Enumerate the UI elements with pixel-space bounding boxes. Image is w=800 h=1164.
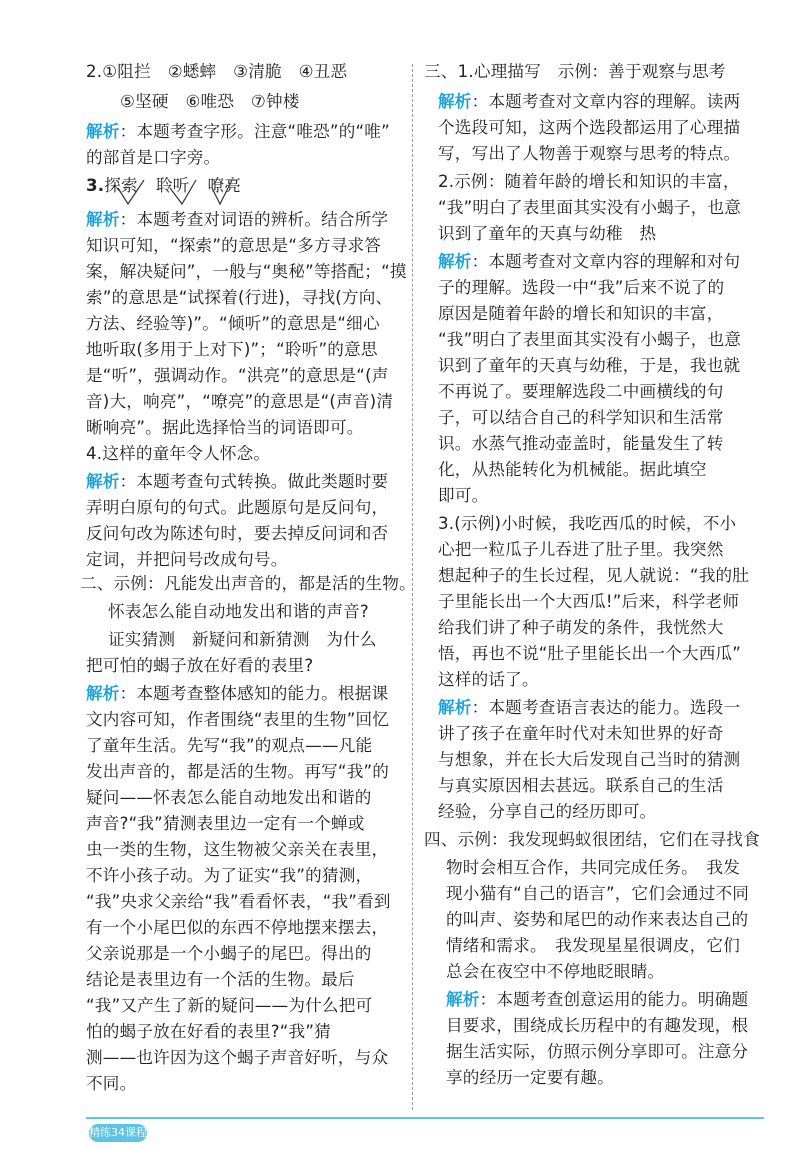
- answer-3-2-line: 识到了童年的天真与幼稚 热: [438, 224, 657, 243]
- answer-3-3-line: 给我们讲了种子萌发的条件，我恍然大: [438, 618, 724, 637]
- answer-3-3-line: 子里能长出一个大西瓜!”后来，科学老师: [438, 592, 740, 611]
- answer-3-3-line: 这样的话了。: [438, 670, 539, 689]
- explanation-3-3-line: 经验，分享自己的经历即可。: [438, 802, 657, 821]
- explanation-3-2-line: 识。水蒸气推动壶盖时，能量发生了转: [438, 434, 724, 453]
- section-3-answer-1: 三、1.心理描写 示例：善于观察与思考: [424, 62, 726, 81]
- explanation-3-line: 地听取(多用于上对下)”；“聆听”的意思: [86, 340, 378, 359]
- section-2-answer-line: 把可怕的蝎子放在好看的表里?: [86, 656, 314, 675]
- explanation-s2-line: 怕的蝎子放在好看的表里?“我”猜: [86, 1022, 331, 1041]
- section-4-answer-line: 的叫声、姿势和尾巴的动作来表达自己的: [446, 910, 749, 929]
- explanation-3-2: 解析：本题考查对文章内容的理解和对句: [438, 252, 741, 271]
- explanation-s2-line: 有一个小尾巴似的东西不停地摆来摆去，: [86, 918, 389, 937]
- explanation-3-line: 案，解决疑问”，一般与“奥秘”等搭配；“摸: [86, 262, 407, 281]
- explanation-3-2-line: 化，从热能转化为机械能。据此填空: [438, 460, 707, 479]
- answer-2-line-2: ⑤坚硬 ⑥唯恐 ⑦钟楼: [120, 92, 300, 111]
- explanation-3-2-line: “我”明白了表里面其实没有小蝎子，也意: [438, 330, 742, 349]
- explanation-3-3-line: 与想象，并在长大后发现自己当时的猜测: [438, 750, 741, 769]
- selection-check-marks: [86, 58, 402, 218]
- answer-4: 4.这样的童年令人怀念。: [86, 444, 271, 463]
- section-4-answer-line: 现小猫有“自己的语言”，它们会通过不同: [446, 884, 750, 903]
- explanation-3-2-line: 原因是随着年龄的增长和知识的丰富，: [438, 304, 724, 323]
- explanation-s4-line: 据生活实际，仿照示例分享即可。注意分: [446, 1042, 749, 1061]
- explanation-3-line: 音)大，响亮”，“嘹亮”的意思是“(声音)清: [86, 392, 394, 411]
- explanation-s2-line: 结论是表里边有一个活的生物。最后: [86, 970, 355, 989]
- page-number-badge: 精练34课程: [89, 1124, 147, 1142]
- explanation-s4-line: 目要求，围绕成长历程中的有趣发现，根: [446, 1016, 749, 1035]
- explanation-s2-line: 不同。: [86, 1074, 137, 1093]
- explanation-s3: 解析：本题考查对文章内容的理解。读两: [438, 92, 741, 111]
- explanation-3-2-line: 即可。: [438, 486, 489, 505]
- word-2: 聆听: [155, 176, 190, 195]
- section-2-answer-line: 证实猜测 新疑问和新猜测 为什么: [108, 630, 377, 649]
- explanation-3-2-line: 识到了童年的天真与幼稚，于是，我也就: [438, 356, 741, 375]
- section-2-answer: 二、示例：凡能发出声音的，都是活的生物。: [80, 574, 416, 593]
- section-4-answer-line: 四、示例：我发现蚂蚁很团结，它们在寻找食: [424, 830, 760, 849]
- section-2-answer-line: 怀表怎么能自动地发出和谐的声音?: [108, 602, 369, 621]
- explanation-s3-line: 个选段可知，这两个选段都运用了心理描: [438, 118, 741, 137]
- explanation-2-cont: 的部首是口字旁。: [86, 148, 221, 167]
- answer-3-3-line: 悟，再也不说“肚子里能长出一个大西瓜”: [438, 644, 742, 663]
- explanation-4-line: 弄明白原句的句式。此题原句是反问句，: [86, 498, 389, 517]
- section-4-answer-line: 物时会相互合作，共同完成任务。 我发: [446, 858, 740, 877]
- explanation-s2: 解析：本题考查整体感知的能力。根据课: [86, 684, 389, 703]
- check-mark-3: [212, 180, 232, 204]
- word-1: 探索: [104, 176, 138, 195]
- answer-3-3-line: 3.(示例)小时候，我吃西瓜的时候，不小: [438, 514, 737, 533]
- explanation-s2-line: 不许小孩子动。为了证实“我”的猜测，: [86, 866, 373, 885]
- explanation-4-line: 定词，并把问号改成句号。: [86, 550, 288, 569]
- explanation-4-line: 反问句改为陈述句时，要去掉反问词和否: [86, 524, 389, 543]
- explanation-3-line: 是“听”，强调动作。“洪亮”的意思是“(声: [86, 366, 389, 385]
- answer-3-2-line: “我”明白了表里面其实没有小蝎子，也意: [438, 198, 742, 217]
- explanation-s4-line: 享的经历一定要有趣。: [446, 1068, 614, 1087]
- explanation-s2-line: 声音?“我”猜测表里边一定有一个蝉或: [86, 814, 365, 833]
- column-divider: [412, 64, 413, 1110]
- explanation-3-line: 知识可知，“探索”的意思是“多方寻求答: [86, 236, 382, 255]
- answer-3-3-line: 心把一粒瓜子儿吞进了肚子里。我突然: [438, 540, 724, 559]
- explanation-s2-line: 测——也许因为这个蝎子声音好听，与众: [86, 1048, 389, 1067]
- explanation-s2-line: 发出声音的，都是活的生物。再写“我”的: [86, 762, 390, 781]
- word-3: 嘹亮: [207, 176, 242, 195]
- explanation-3-line: 方法、经验等)”。“倾听”的意思是“细心: [86, 314, 380, 333]
- explanation-4: 解析：本题考查句式转换。做此类题时要: [86, 472, 389, 491]
- answer-3-3-line: 想起种子的生长过程，见人就说：“我的肚: [438, 566, 750, 585]
- explanation-s2-line: 文内容可知，作者围绕“表里的生物”回忆: [86, 710, 390, 729]
- explanation-3: 解析：本题考查对词语的辨析。结合所学: [86, 210, 389, 229]
- explanation-3-line: 索”的意思是“试探着(行进)，寻找(方向、: [86, 288, 393, 307]
- check-mark-2: [170, 180, 196, 204]
- explanation-3-3-line: 与真实原因相去甚远。联系自己的生活: [438, 776, 724, 795]
- explanation-s2-line: 父亲说那是一个小蝎子的尾巴。得出的: [86, 944, 372, 963]
- explanation-3-2-line: 子，可以结合自己的科学知识和生活常: [438, 408, 724, 427]
- answer-3-2-line: 2.示例：随着年龄的增长和知识的丰富，: [438, 172, 740, 191]
- explanation-3-3-line: 讲了孩子在童年时代对未知世界的好奇: [438, 724, 724, 743]
- explanation-3-3: 解析：本题考查语言表达的能力。选段一: [438, 698, 741, 717]
- section-4-answer-line: 情绪和需求。 我发现星星很调皮，它们: [446, 936, 740, 955]
- explanation-s2-line: 疑问——怀表怎么能自动地发出和谐的: [86, 788, 372, 807]
- check-mark-1: [118, 180, 144, 204]
- explanation-s2-line: “我”又产生了新的疑问——为什么把可: [86, 996, 373, 1015]
- answer-2-line-1: 2.①阻拦 ②蟋蟀 ③清脆 ④丑恶: [86, 62, 348, 81]
- footer-rule: [86, 1117, 764, 1119]
- explanation-s2-line: “我”央求父亲给“我”看看怀表，“我”看到: [86, 892, 391, 911]
- explanation-s4: 解析：本题考查创意运用的能力。明确题: [446, 990, 749, 1009]
- explanation-3-line: 晰响亮”。据此选择恰当的词语即可。: [86, 418, 364, 437]
- answer-3-words: 3.探索 聆听 嘹亮: [86, 176, 242, 195]
- explanation-2: 解析：本题考查字形。注意“唯恐”的“唯”: [86, 122, 390, 141]
- explanation-s2-line: 虫一类的生物，这生物被父亲关在表里，: [86, 840, 389, 859]
- section-4-answer-line: 总会在夜空中不停地眨眼睛。: [446, 962, 665, 981]
- explanation-s2-line: 了童年生活。先写“我”的观点——凡能: [86, 736, 373, 755]
- analysis-tag: 解析: [86, 122, 120, 141]
- explanation-3-2-line: 子的理解。选段一中“我”后来不说了的: [438, 278, 725, 297]
- explanation-s3-line: 写，写出了人物善于观察与思考的特点。: [438, 144, 741, 163]
- explanation-3-2-line: 不再说了。要理解选段二中画横线的句: [438, 382, 724, 401]
